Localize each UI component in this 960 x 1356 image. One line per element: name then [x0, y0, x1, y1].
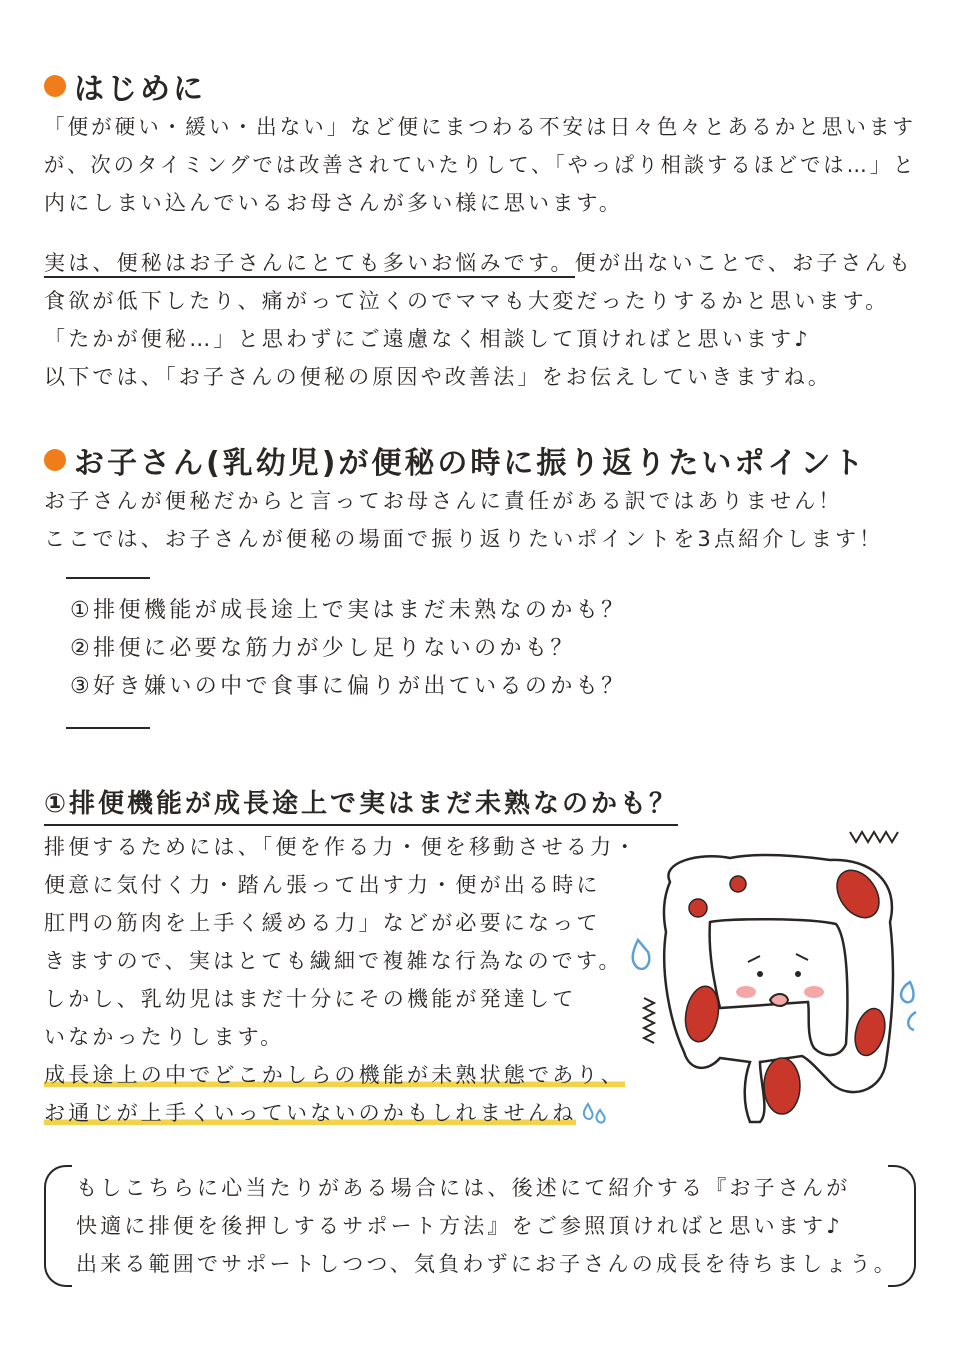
drops-icon — [580, 1100, 610, 1128]
intro-line-4 — [44, 248, 913, 278]
note-line-1: もしこちらに心当たりがある場合には、後述にて紹介する『お子さんが — [76, 1176, 851, 1200]
intro-line-7: 以下では、「お子さんの便秘の原因や改善法」をお伝えしていきますね。 — [44, 365, 833, 389]
underlined-sentence: 実は、便秘はお子さんにとても多いお悩みです。 — [44, 251, 575, 278]
intro-heading — [44, 64, 206, 108]
point-item-2: ②排便に必要な筋力が少し足りないのかも？ — [70, 636, 576, 661]
eye-left — [757, 971, 763, 977]
points-heading — [44, 438, 866, 482]
point-item-3: ③好き嫌いの中で食事に偏りが出ているのかも？ — [70, 674, 627, 699]
highlighted-text: 成長途上の中でどこかしらの機能が未熟状態であり、 — [44, 1063, 625, 1087]
tear-icon — [901, 982, 913, 1002]
note-line-2: 快適に排便を後押しするサポート方法』をご参照頂ければと思います♪ — [76, 1214, 843, 1238]
points-heading-text: お子さん(乳幼児)が便秘の時に振り返りたいポイント — [74, 446, 867, 481]
point1-highlight-2 — [44, 1098, 610, 1128]
eye-right — [795, 971, 801, 977]
point1-highlight-1 — [44, 1060, 625, 1090]
intro-line-6: 「たかが便秘…」と思わずにご遠慮なく相談して頂ければと思います♪ — [44, 327, 811, 351]
point1-line-5: しかし、乳幼児はまだ十分にその機能が発達して — [44, 987, 577, 1011]
point1-line-3: 肛門の筋肉を上手く緩める力」などが必要になって — [44, 911, 601, 935]
spot — [689, 899, 707, 917]
orange-dot-icon — [44, 449, 66, 471]
orange-dot-icon — [44, 75, 66, 97]
points-intro-line-1: お子さんが便秘だからと言ってお母さんに責任がある訳ではありません！ — [44, 489, 843, 513]
intro-heading-text: はじめに — [74, 72, 206, 107]
note-box — [44, 1165, 916, 1285]
note-line-3: 出来る範囲でサポートしつつ、気負わずにお子さんの成長を待ちましょう。 — [76, 1252, 898, 1276]
tear-icon — [633, 940, 650, 969]
highlighted-text: お通じが上手くいっていないのかもしれませんね — [44, 1101, 577, 1125]
intro-line-5: 食欲が低下したり、痛がって泣くのでママも大変だったりするかと思います。 — [44, 289, 890, 313]
point1-line-6: いなかったりします。 — [44, 1025, 285, 1049]
note-bracket-left — [44, 1165, 72, 1287]
intro-line-4-rest: 便が出ないことで、お子さんも — [574, 251, 914, 275]
point1-line-1: 排便するためには、「便を作る力・便を移動させる力・ — [44, 835, 639, 859]
stress-marks — [850, 832, 898, 842]
separator-top — [66, 577, 150, 579]
mouth — [770, 994, 788, 1006]
point1-line-2: 便意に気付く力・踏ん張って出す力・便が出る時に — [44, 873, 601, 897]
cheek-right — [804, 986, 824, 998]
points-intro-line-2: ここでは、お子さんが便秘の場面で振り返りたいポイントを3点紹介します！ — [44, 527, 884, 551]
intestine-illustration — [610, 822, 920, 1152]
intro-line-2: が、次のタイミングでは改善されていたりして、「やっぱり相談するほどでは…」と — [44, 153, 917, 177]
point1-line-4: きますので、実はとても繊細で複雑な行為なのです。 — [44, 949, 623, 973]
point1-heading: ①排便機能が成長途上で実はまだ未熟なのかも？ — [44, 786, 678, 826]
spot — [764, 1058, 800, 1114]
spot — [730, 876, 746, 892]
stress-marks-left — [644, 998, 654, 1043]
cheek-left — [736, 986, 756, 998]
intro-line-3: 内にしまい込んでいるお母さんが多い様に思います。 — [44, 191, 624, 215]
separator-bottom — [66, 727, 150, 729]
point-item-1: ①排便機能が成長途上で実はまだ未熟なのかも？ — [70, 598, 627, 623]
intro-line-1: 「便が硬い・緩い・出ない」など便にまつわる不安は日々色々とあるかと思います — [44, 115, 917, 139]
tear-icon — [908, 1012, 916, 1030]
